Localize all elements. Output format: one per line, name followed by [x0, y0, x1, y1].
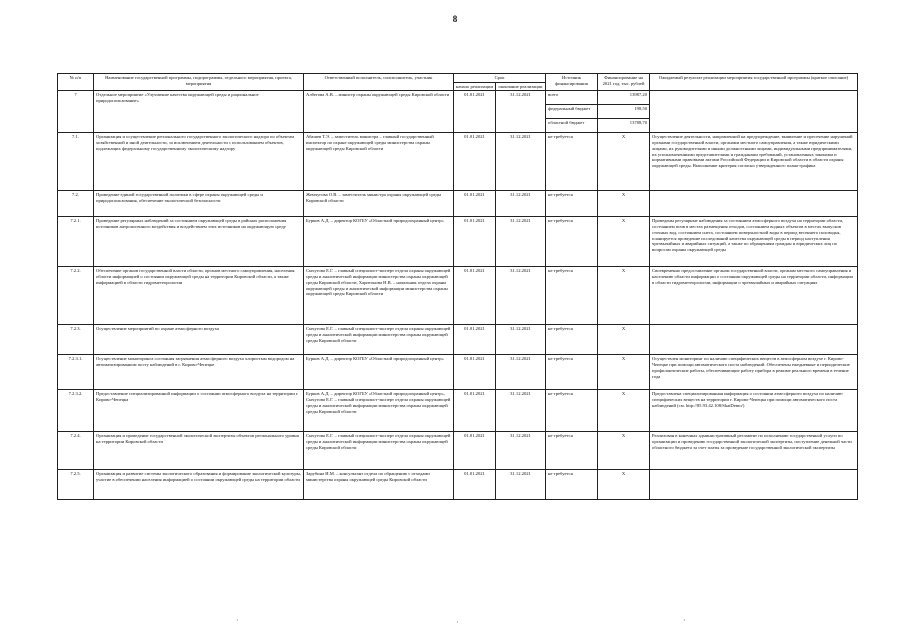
row-end: 31.12.2021 [496, 355, 546, 390]
row-end: 31.12.2021 [496, 470, 546, 500]
header-row [58, 74, 858, 83]
table-row [58, 470, 858, 500]
row-start: 01.01.2021 [454, 267, 496, 325]
row-start: 01.01.2021 [454, 432, 496, 470]
row-source: федеральный бюджет [546, 105, 598, 119]
row-result [650, 191, 858, 217]
row-financing: Х [598, 267, 650, 325]
header-start: начало реализации [454, 82, 496, 91]
row-start: 01.01.2021 [454, 325, 496, 355]
table-row [58, 133, 858, 191]
header-financing: Финансирование на 2021 год, тыс. рублей [598, 74, 650, 91]
row-result [650, 91, 858, 133]
row-source: не требуется [546, 191, 598, 217]
header-num: № п/п [58, 74, 94, 91]
scan-mark: · [683, 616, 686, 625]
row-end: 31.12.2021 [496, 217, 546, 267]
table-row [58, 432, 858, 470]
row-start: 01.01.2021 [454, 355, 496, 390]
row-financing: Х [598, 325, 650, 355]
row-num: 7.2.1. [58, 217, 94, 267]
row-source: не требуется [546, 470, 598, 500]
row-source: не требуется [546, 432, 598, 470]
row-executor: Бурков А.Д. – директор КОГБУ «Областной природоохранный центр» [304, 217, 454, 267]
row-end: 31.12.2021 [496, 267, 546, 325]
row-result: Реализован в конечных административный регламент по исполнению государственной услуги по организации и проведению государственной экологической экспертизы, поступление денежной части областного бюджета за счет платы за проведение государственной экологической экспертизы [650, 432, 858, 470]
row-financing: Х [598, 432, 650, 470]
table-row [58, 217, 858, 267]
row-source: не требуется [546, 133, 598, 191]
row-num: 7.2.3.1. [58, 355, 94, 390]
row-executor: Жемчугова О.В. – заместитель министра охраны окружающей среды Кировской области [304, 191, 454, 217]
table-row [58, 325, 858, 355]
row-start: 01.01.2021 [454, 191, 496, 217]
row-name: Отдельное мероприятие «Улучшение качества окружающей среды и рациональное природопользование» [94, 91, 304, 133]
row-start: 01.01.2021 [454, 217, 496, 267]
row-financing: Х [598, 133, 650, 191]
row-financing: Х [598, 191, 650, 217]
row-num: 7.2.5. [58, 470, 94, 500]
header-result: Ожидаемый результат реализации мероприятия государственной программы (краткое описание) [650, 74, 858, 91]
row-end: 31.12.2021 [496, 91, 546, 133]
page-number: 8 [452, 14, 458, 24]
row-num: 7.2.2. [58, 267, 94, 325]
row-source: не требуется [546, 217, 598, 267]
row-result [650, 470, 858, 500]
row-result: Осуществление деятельности, направленной на предупреждение, выявление и пресечение нарушений органами государственной власти, органами местного самоуправления, а также юридическими лицами, их руководителями и иными должностными лицами, индивидуальными предпринимателями, их уполномоченными представителями и гражданами требований, установленных законами и нормативными правовыми актами Российской Федерации и Кировской области в области охраны окружающей среды. Выполнение критерия согласно утвержденного плана-графика [650, 133, 858, 191]
row-end: 31.12.2021 [496, 133, 546, 191]
row-financing: Х [598, 470, 650, 500]
row-result [650, 325, 858, 355]
row-financing: Х [598, 355, 650, 390]
row-financing: 13987,20 [598, 91, 650, 105]
row-end: 31.12.2021 [496, 191, 546, 217]
row-source: не требуется [546, 267, 598, 325]
header-term: Срок [454, 74, 546, 83]
row-num: 7.2. [58, 191, 94, 217]
row-name: Осуществление мероприятий по охране атмосферного воздуха [94, 325, 304, 355]
row-executor: Бурков А.Д. – директор КОГБУ «Областной природоохранный центр», Сычугова Е.Г. – главный специалист-эксперт отдела охраны окружающей среды и аналитической информации министерства охраны окружающей среды Кировской области [304, 390, 454, 432]
table-row [58, 91, 858, 105]
row-num: 7.2.4. [58, 432, 94, 470]
row-source: не требуется [546, 390, 598, 432]
row-name: Обеспечение органов государственной власти области, органов местного самоуправления, населения области информацией о состоянии окружающей среды на территории Кировской области, а также информацией в области гидрометеорологии [94, 267, 304, 325]
row-start: 01.01.2021 [454, 133, 496, 191]
row-source: областной бюджет [546, 119, 598, 133]
row-start: 01.01.2021 [454, 470, 496, 500]
row-executor: Сычугова Е.Г. – главный специалист-эксперт отдела охраны окружающей среды и аналитической информации министерства охраны окружающей среды Кировской области [304, 432, 454, 470]
row-num: 7.2.3.2. [58, 390, 94, 432]
row-name: Организация и проведение государственной экологической экспертизы объектов регионального уровня на территории Кировской области [94, 432, 304, 470]
table-row [58, 267, 858, 325]
scan-mark: · [236, 616, 239, 625]
row-executor: Албегова А.В. – министр охраны окружающей среды Кировской области [304, 91, 454, 133]
row-financing: 198,50 [598, 105, 650, 119]
program-table [57, 73, 858, 500]
row-result: Своевременно предоставление органам государственной власти, органам местного самоуправления и населению области информации о состоянии окружающей среды на территории области, информации в области гидрометеорологии, информации о чрезвычайных и аварийных ситуациях [650, 267, 858, 325]
row-executor: Сычугова Е.Г. – главный специалист-эксперт отдела охраны окружающей среды и аналитической информации министерства охраны окружающей среды Кировской области, Харитонова Н.В. – начальник отдела охраны окружающей среды и аналитической информации министерства охраны окружающей среды Кировской области [304, 267, 454, 325]
row-source: не требуется [546, 325, 598, 355]
scan-mark: · [456, 618, 459, 627]
header-executor: Ответственный исполнитель, соисполнитель, участник [304, 74, 454, 91]
table-row [58, 390, 858, 432]
row-name: Проведение регулярных наблюдений за состоянием окружающей среды в районах расположения источников антропогенного воздействия и воздействием этих источников на окружающую среду [94, 217, 304, 267]
header-name: Наименование государственной программы, подпрограммы, отдельного мероприятия, проекта, мероприятия [94, 74, 304, 91]
row-name: Организация и осуществление регионального государственного экологического надзора по объектам хозяйственной и иной деятельности, за исключением деятельности с использованием объектов, подлежащих федеральному государственному экологическому надзору [94, 133, 304, 191]
row-num: 7.1. [58, 133, 94, 191]
table-row [58, 191, 858, 217]
row-start: 01.01.2021 [454, 390, 496, 432]
row-executor: Бурков А.Д. – директор КОГБУ «Областной природоохранный центр» [304, 355, 454, 390]
row-executor: Сычугова Е.Г. – главный специалист-эксперт отдела охраны окружающей среды и аналитической информации министерства охраны окружающей среды Кировской области [304, 325, 454, 355]
row-name: Организация и развитие системы экологического образования и формирование экологической культуры, участие в обеспечении населения информацией о состоянии окружающей среды на территории области [94, 470, 304, 500]
row-executor: Зарубина И.М. – консультант отдела по обращению с отходами министерства охраны окружающей среды Кировской области [304, 470, 454, 500]
row-end: 31.12.2021 [496, 432, 546, 470]
row-end: 31.12.2021 [496, 390, 546, 432]
row-executor: Абашев Т.Э. – заместитель министра – главный государственный инспектор по охране окружающей среды министерства охраны окружающей среды Кировской области [304, 133, 454, 191]
row-result: Проведены регулярные наблюдения за состоянием атмосферного воздуха на территории области, состоянием почв в местах размещения отходов, состоянием водных объектов в местах выпусков сточных вод, состоянием снега, состоянием поверхностной воды в период весеннего половодья, планируется проведение исследований качества окружающей среды в период наступления чрезвычайных и аварийных ситуаций, а также по обращениям граждан и юридических лиц по вопросам охраны окружающей среды [650, 217, 858, 267]
row-name: Предоставление специализированной информации о состоянии атмосферного воздуха на территории г. Кирово-Чепецка [94, 390, 304, 432]
row-financing: Х [598, 217, 650, 267]
header-source: Источник финансирования [546, 74, 598, 91]
header-end: окончание реализации [496, 82, 546, 91]
row-result: Осуществлен мониторинг по наличию специфических веществ в атмосферном воздухе г. Кирово-Чепецке при помощи автоматического поста наблюдений. Обеспечены ежедневные и периодические профилактические работы, обеспечивающие работу прибора в режиме реального времени в течение года [650, 355, 858, 390]
row-num: 7.2.3. [58, 325, 94, 355]
row-name: Проведение единой государственной политики в сфере охраны окружающей среды и природопользования, обеспечение экологической безопасности [94, 191, 304, 217]
table-row [58, 355, 858, 390]
row-source: не требуется [546, 355, 598, 390]
row-result: Предоставлена специализированная информация о состоянии атмосферного воздуха по наличию специфических веществ на территории г. Кирово-Чепецка при помощи автоматического поста наблюдений (см. http://85.93.42.108/SkatDemo/) [650, 390, 858, 432]
row-num: 7 [58, 91, 94, 133]
row-name: Осуществление мониторинга состояния загрязнения атмосферного воздуха хлористым водородом на автоматизированном посту наблюдений в г. Кирово-Чепецке [94, 355, 304, 390]
row-start: 01.01.2021 [454, 91, 496, 133]
row-end: 31.12.2021 [496, 325, 546, 355]
row-financing: Х [598, 390, 650, 432]
row-financing: 13788,70 [598, 119, 650, 133]
row-source: всего [546, 91, 598, 105]
